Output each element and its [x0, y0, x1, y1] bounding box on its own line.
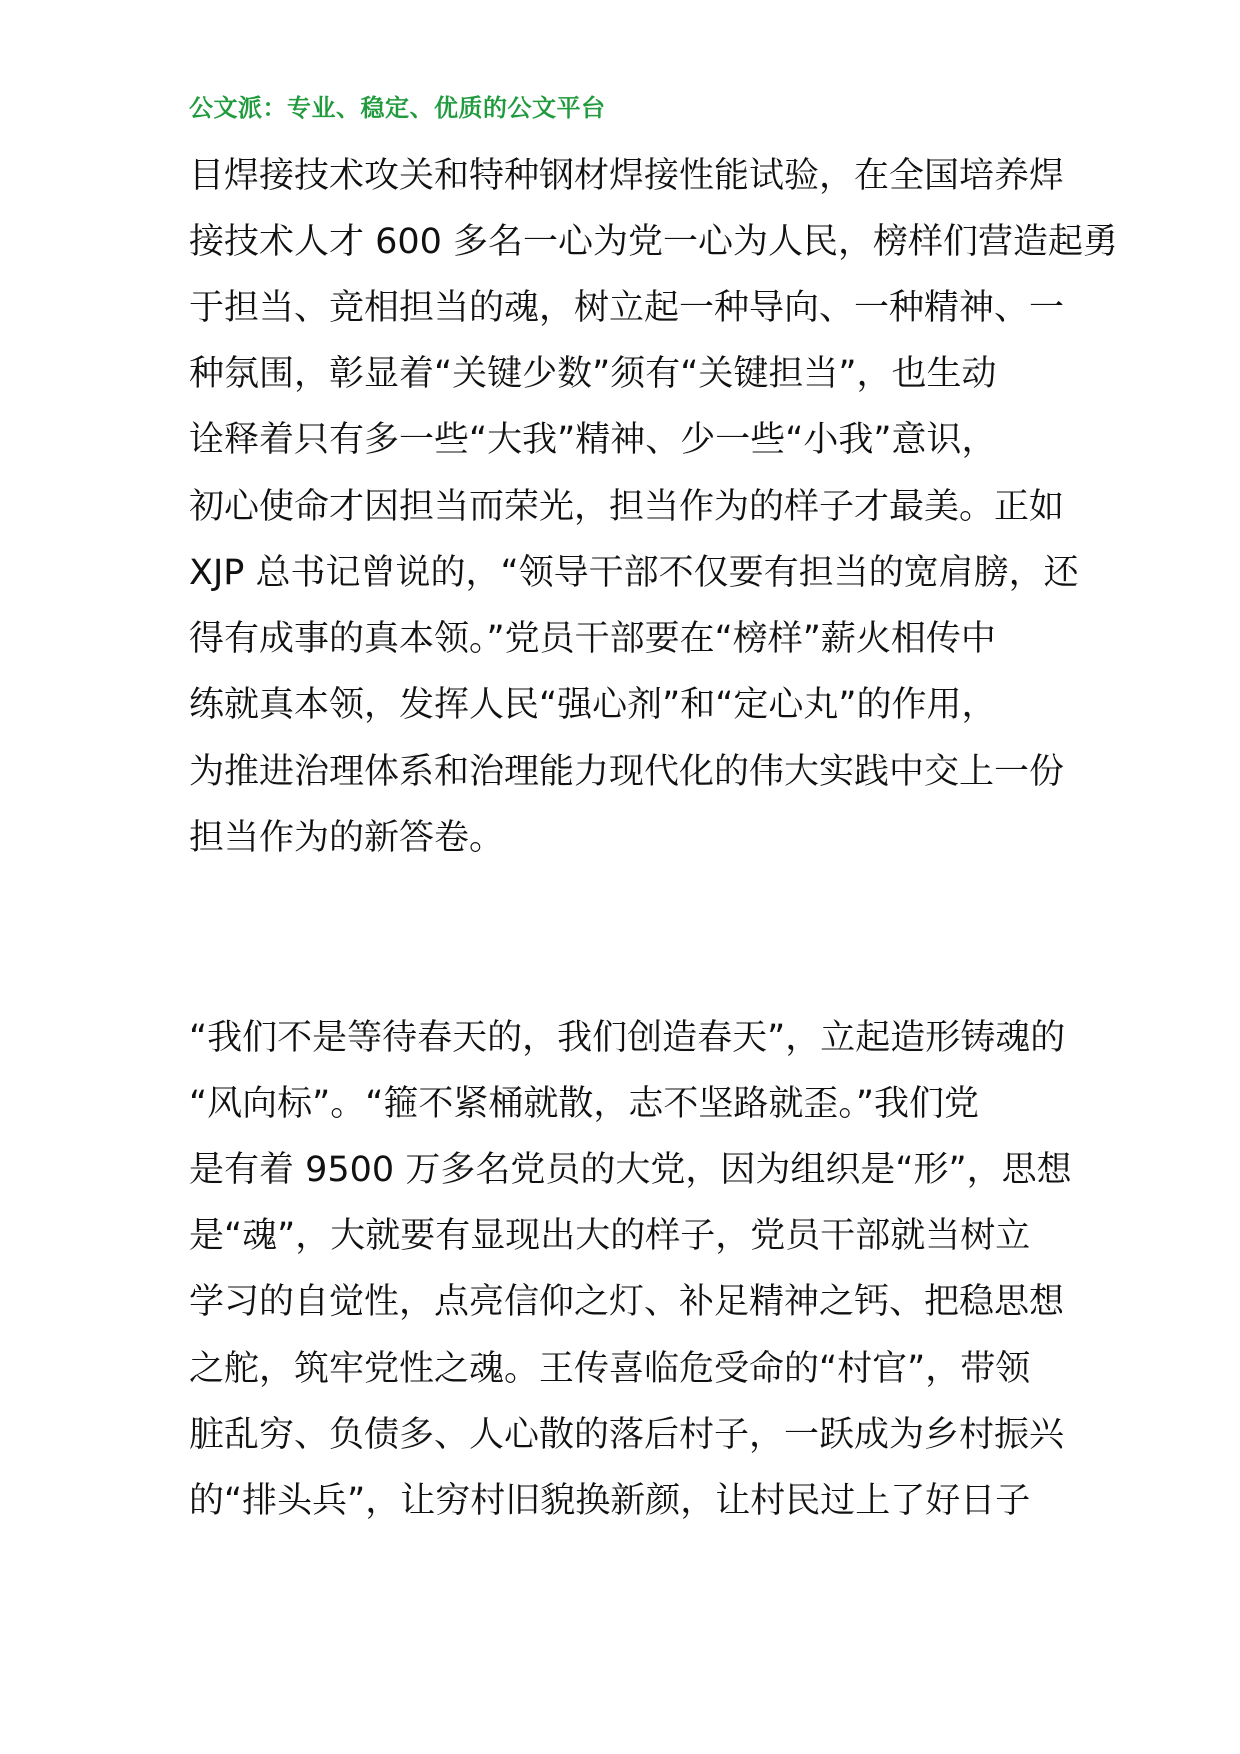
paragraph-line: XJP 总书记曾说的，“领导干部不仅要有担当的宽肩膀，还 [189, 553, 1079, 593]
paragraph-line: “风向标”。“箍不紧桶就散，志不坚路就歪。”我们党 [189, 1084, 980, 1124]
paragraph-line: 为推进治理体系和治理能力现代化的伟大实践中交上一份 [189, 752, 1065, 792]
paragraph-line: 脏乱穷、负债多、人心散的落后村子，一跃成为乡村振兴 [189, 1415, 1065, 1455]
site-header-title: 公文派：专业、稳定、优质的公文平台 [189, 93, 606, 122]
paragraph-line: 初心使命才因担当而荣光，担当作为的样子才最美。正如 [189, 487, 1065, 527]
paragraph-line: 接技术人才 600 多名一心为党一心为人民，榜样们营造起勇 [189, 222, 1119, 262]
paragraph-line: 于担当、竞相担当的魂，树立起一种导向、一种精神、一 [189, 288, 1065, 328]
paragraph-line: 学习的自觉性，点亮信仰之灯、补足精神之钙、把稳思想 [189, 1282, 1065, 1322]
paragraph-line: 种氛围，彰显着“关键少数”须有“关键担当”，也生动 [189, 354, 997, 394]
paragraph-line: 诠释着只有多一些“大我”精神、少一些“小我”意识， [189, 420, 997, 460]
paragraph-line: 担当作为的新答卷。 [189, 818, 505, 858]
paragraph-line: 目焊接技术攻关和特种钢材焊接性能试验，在全国培养焊 [189, 156, 1065, 196]
paragraph-line: 得有成事的真本领。”党员干部要在“榜样”薪火相传中 [189, 619, 996, 659]
paragraph-line: 是“魂”，大就要有显现出大的样子，党员干部就当树立 [189, 1216, 1031, 1256]
paragraph-line: 是有着 9500 万多名党员的大党，因为组织是“形”，思想 [189, 1150, 1072, 1190]
paragraph-line: “我们不是等待春天的，我们创造春天”，立起造形铸魂的 [189, 1018, 1066, 1058]
paragraph-line: 练就真本领，发挥人民“强心剂”和“定心丸”的作用， [189, 685, 997, 725]
paragraph-line: 的“排头兵”，让穷村旧貌换新颜，让村民过上了好日子 [189, 1481, 1031, 1521]
paragraph-line: 之舵，筑牢党性之魂。王传喜临危受命的“村官”，带领 [189, 1349, 1031, 1389]
